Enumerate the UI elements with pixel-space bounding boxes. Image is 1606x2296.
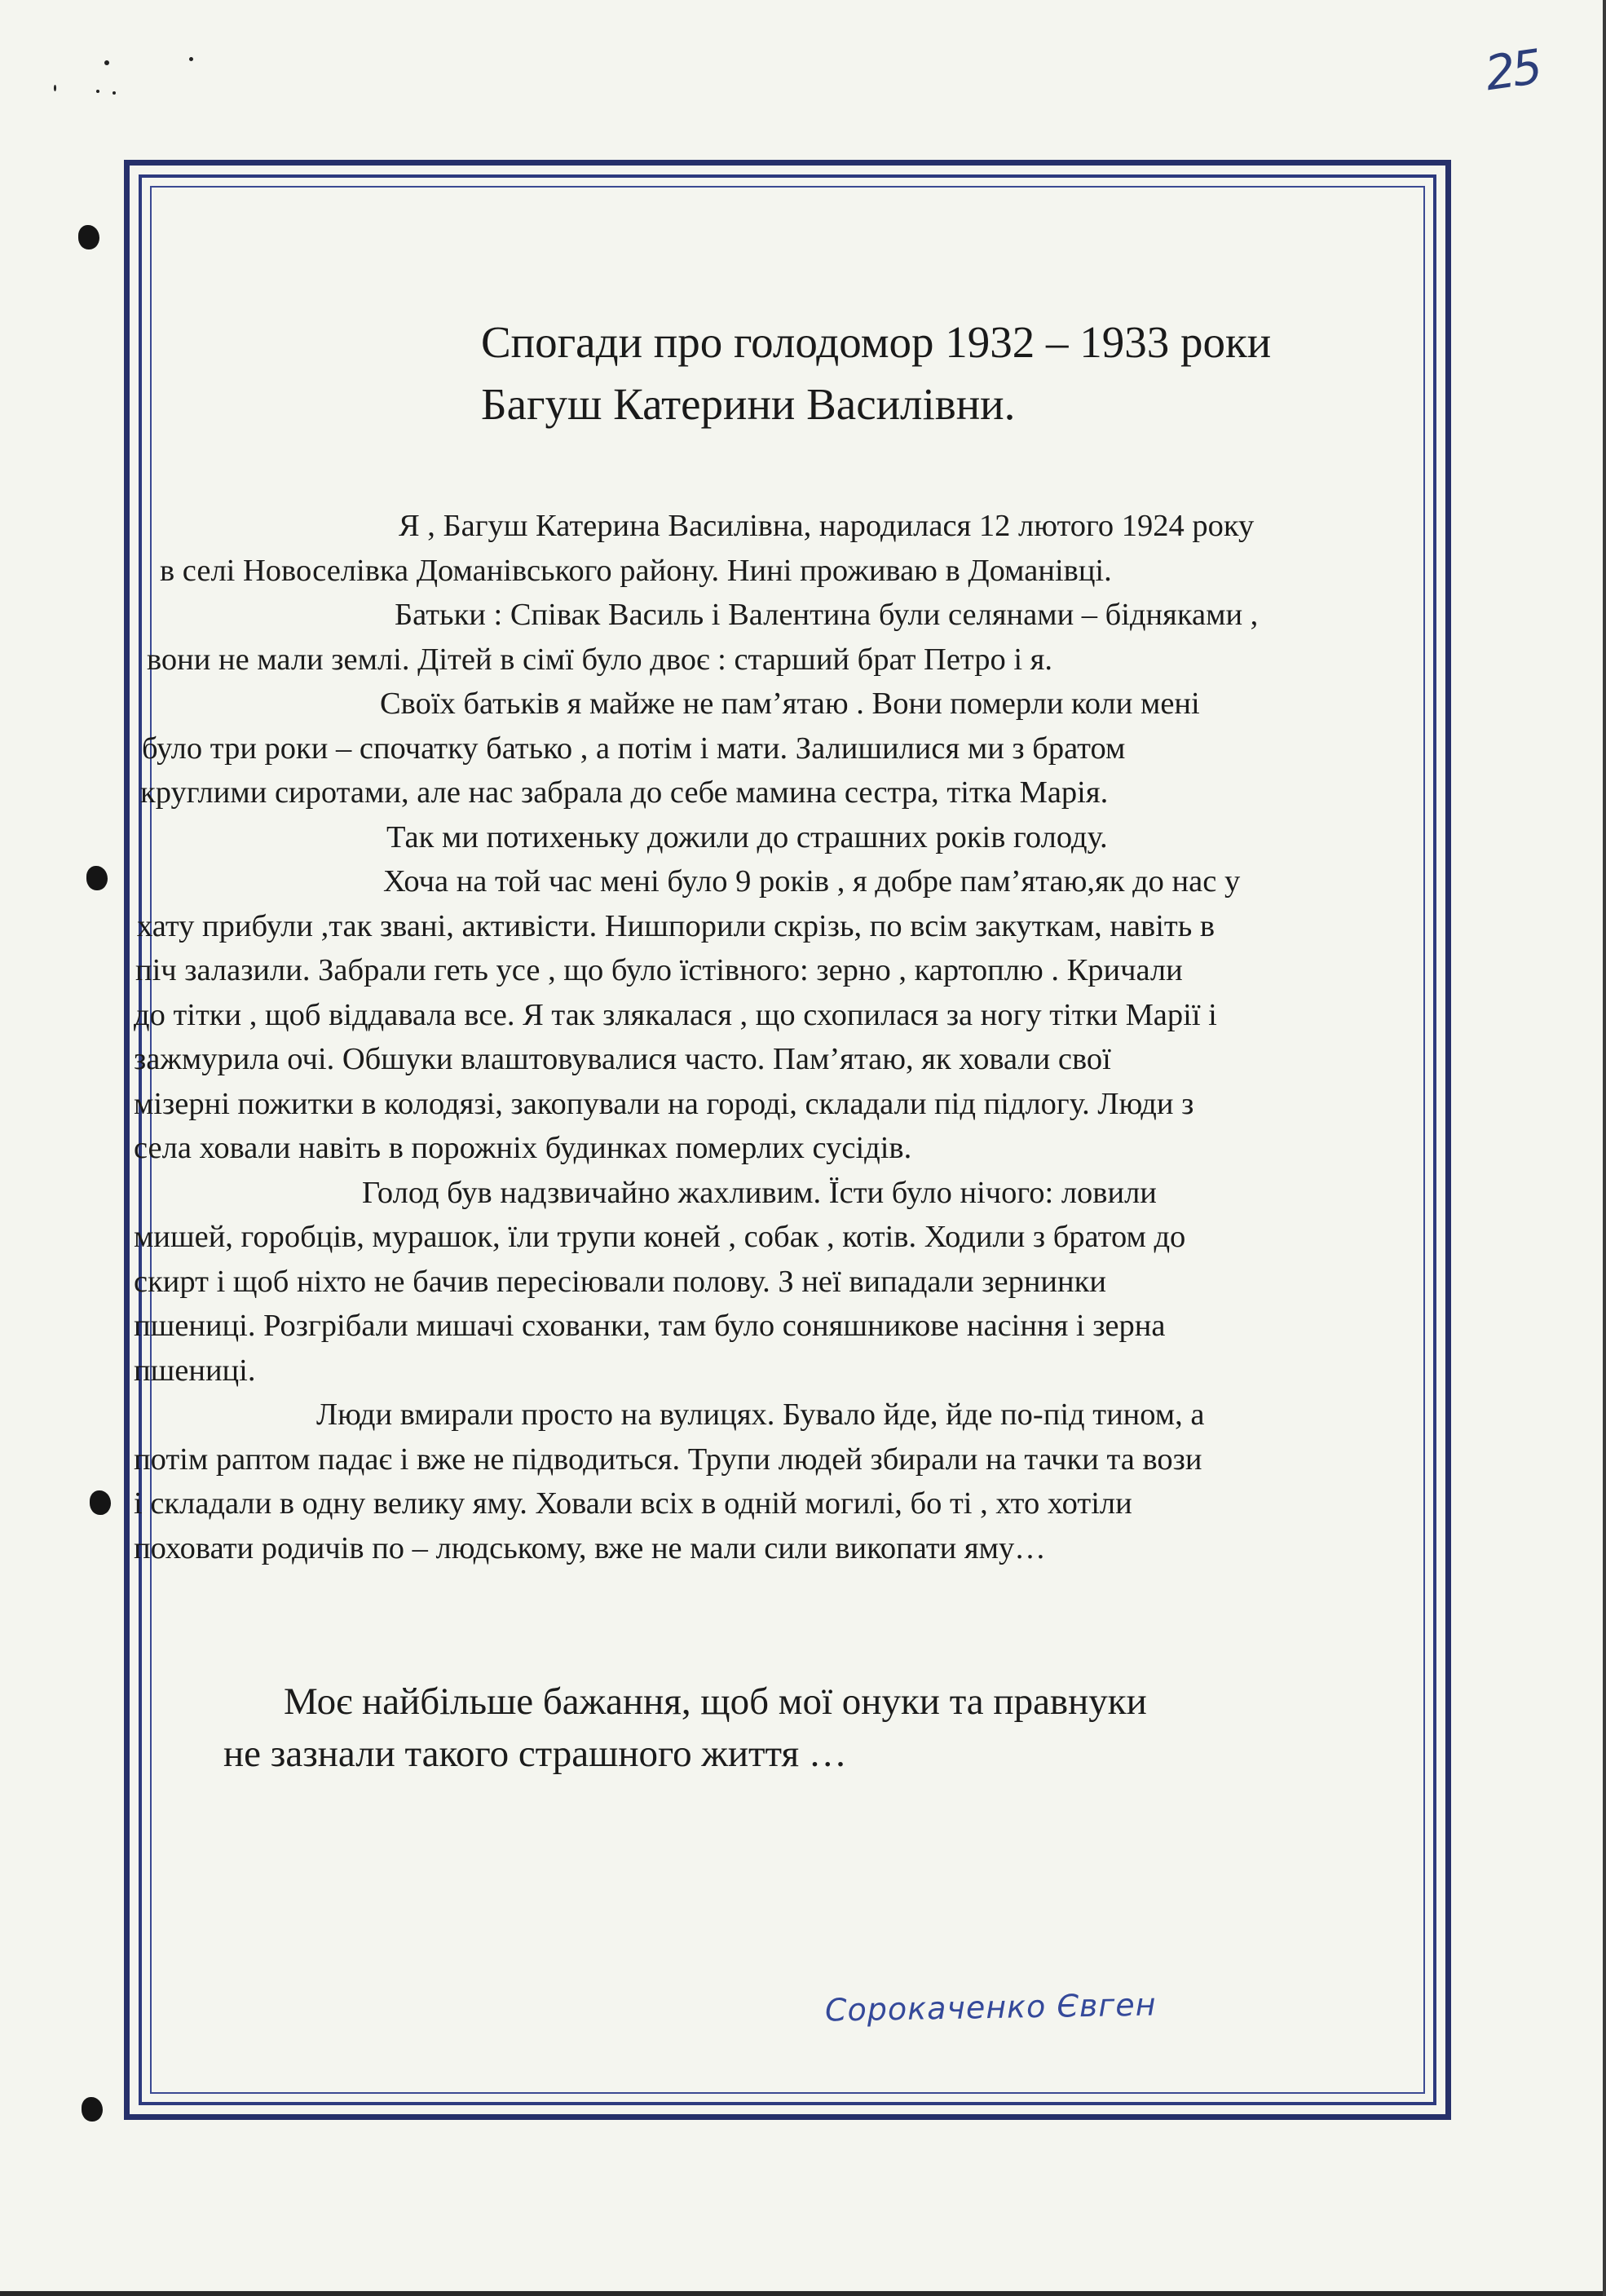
document-title: [481, 311, 1459, 435]
body-line: Своїх батьків я майже не пам’ятаю . Вони померли коли мені: [380, 687, 1200, 721]
body-line: Люди вмирали просто на вулицях. Бувало йде, йде по-під тином, а: [316, 1397, 1205, 1432]
page-number: 25: [1481, 38, 1543, 102]
scan-edge-right: [1603, 0, 1606, 2296]
body-line: до тітки , щоб віддавала все. Я так злякалася , що схопилася за ногу тітки Марії і: [134, 997, 1217, 1032]
body-line: і складали в одну велику яму. Ховали всіх в одній могилі, бо ті , хто хотіли: [134, 1486, 1132, 1521]
body-line: пшениці. Розгрібали мишачі схованки, там було соняшникове насіння і зерна: [134, 1309, 1166, 1343]
title-line-2: Багуш Катерини Василівни.: [481, 379, 1016, 429]
punch-hole: [82, 2097, 103, 2122]
body-line: в селі Новоселівка Доманівського району. Нині проживаю в Доманівці.: [160, 553, 1112, 588]
body-line: Так ми потихеньку дожили до страшних років голоду.: [386, 819, 1108, 854]
punch-hole: [78, 225, 99, 249]
body-line: мізерні пожитки в колодязі, закопували на городі, складали під підлогу. Люди з: [134, 1086, 1194, 1121]
body-line: вони не мали землі. Дітей в сімї було двоє : старший брат Петро і я.: [147, 642, 1053, 677]
closing-line-1: Моє найбільше бажання, щоб мої онуки та правнуки: [284, 1680, 1147, 1723]
body-line: пшениці.: [134, 1353, 256, 1388]
body-line: скирт і щоб ніхто не бачив пересіювали полову. З неї випадали зернинки: [134, 1264, 1106, 1299]
handwritten-signature: Сорокаченко Євген: [824, 1986, 1157, 2029]
memoir-body: [134, 504, 1438, 1570]
body-line: зажмурила очі. Обшуки влаштовувалися часто. Пам’ятаю, як ховали свої: [134, 1042, 1111, 1076]
scan-speck: [104, 60, 109, 65]
scan-speck: [96, 90, 99, 93]
body-line: хату прибули ,так звані, активісти. Нишпорили скрізь, по всім закуткам, навіть в: [137, 908, 1216, 943]
body-line: круглими сиротами, але нас забрала до себе мамина сестра, тітка Марія.: [140, 775, 1109, 810]
body-line: мишей, горобців, мурашок, їли трупи коней , собак , котів. Ходили з братом до: [134, 1220, 1186, 1254]
body-line: поховати родичів по – людському, вже не мали сили викопати яму…: [134, 1530, 1046, 1565]
body-line: Голод був надзвичайно жахливим. Їсти було нічого: ловили: [362, 1175, 1157, 1210]
body-line: Я , Багуш Катерина Василівна, народилася 12 лютого 1924 року: [399, 509, 1255, 543]
scan-speck: [113, 91, 116, 95]
body-line: Хоча на той час мені було 9 років , я добре пам’ятаю,як до нас у: [383, 864, 1241, 899]
closing-wish: [223, 1676, 1446, 1780]
punch-hole: [86, 866, 108, 890]
title-line-1: Спогади про голодомор 1932 – 1933 роки: [481, 317, 1272, 367]
body-line: було три роки – спочатку батько , а потім і мати. Залишилися ми з братом: [142, 731, 1126, 766]
body-line: піч залазили. Забрали геть усе , що було їстівного: зерно , картоплю . Кричали: [135, 953, 1183, 987]
scan-speck: [54, 85, 56, 91]
closing-line-2: не зазнали такого страшного життя …: [223, 1733, 847, 1775]
scan-speck: [189, 57, 193, 61]
scan-edge-bottom: [0, 2291, 1606, 2296]
body-line: села ховали навіть в порожніх будинках померлих сусідів.: [134, 1131, 912, 1165]
body-line: потім раптом падає і вже не підводиться. Трупи людей збирали на тачки та вози: [134, 1442, 1202, 1477]
body-line: Батьки : Співак Василь і Валентина були селянами – бідняками ,: [395, 598, 1259, 632]
punch-hole: [90, 1490, 111, 1515]
